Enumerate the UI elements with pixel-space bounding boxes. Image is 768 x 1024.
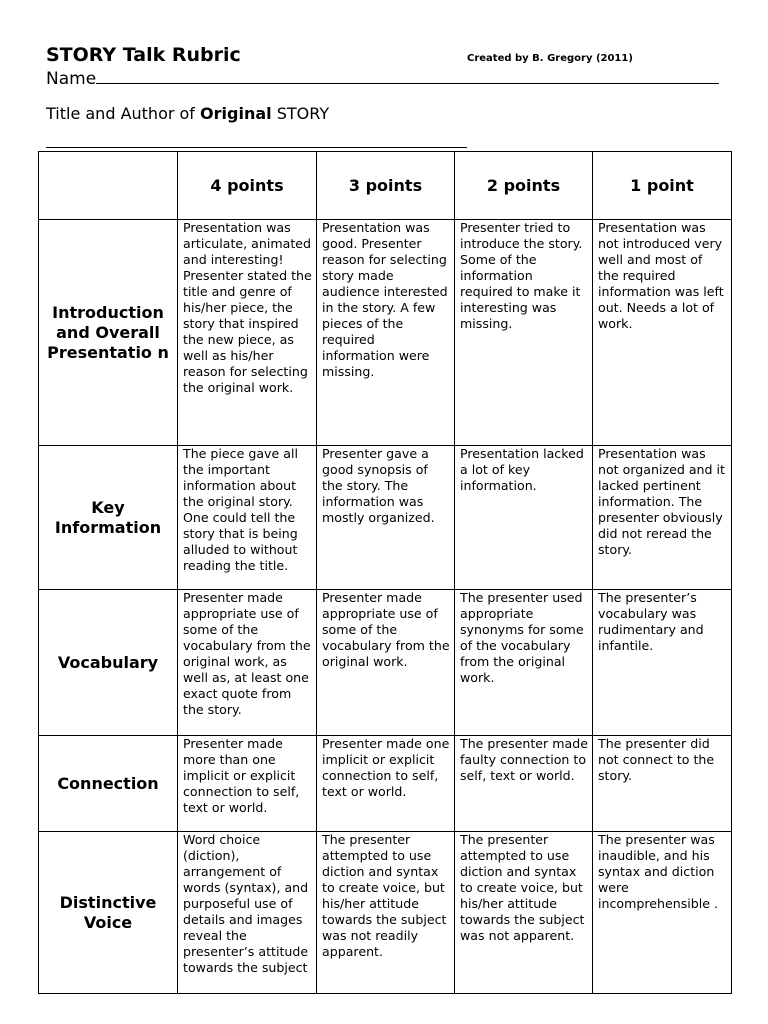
rubric-cell: Word choice (diction), arrangement of words (syntax), and purposeful use of details and images reveal the presenter’s attitude towards the subject: [178, 832, 317, 994]
header-cell-3-points: 3 points: [317, 152, 455, 220]
table-row: [39, 590, 732, 736]
rubric-cell: Presenter made appropriate use of some of the vocabulary from the original work.: [317, 590, 455, 736]
table-row: [39, 736, 732, 832]
rubric-cell: The piece gave all the important information about the original story. One could tell the story that is being alluded to without reading the title.: [178, 446, 317, 590]
rubric-cell: Presentation was articulate, animated and interesting! Presenter stated the title and genre of his/her piece, the story that inspired the new piece, as well as his/her reason for selecting the original work.: [178, 220, 317, 446]
story-title-prefix: Title and Author of: [46, 104, 201, 123]
story-title-bold: Original: [200, 104, 272, 123]
rubric-cell: Presenter gave a good synopsis of the story. The information was mostly organized.: [317, 446, 455, 590]
name-field: [46, 69, 719, 89]
rubric-cell: Presentation was good. Presenter reason for selecting story made audience interested in the story. A few pieces of the required information were missing.: [317, 220, 455, 446]
rubric-cell: Presentation was not introduced very well and most of the required information was left out. Needs a lot of work.: [593, 220, 732, 446]
story-title-blank-line: [46, 147, 467, 148]
rubric-cell: Presenter made appropriate use of some of the vocabulary from the original work, as well as, at least one exact quote from the story.: [178, 590, 317, 736]
rubric-cell: Presentation lacked a lot of key information.: [455, 446, 593, 590]
rubric-cell: Presenter made one implicit or explicit connection to self, text or world.: [317, 736, 455, 832]
credit-line: Created by B. Gregory (2011): [467, 53, 633, 64]
rubric-cell: The presenter did not connect to the story.: [593, 736, 732, 832]
rubric-cell: Presenter made more than one implicit or explicit connection to self, text or world.: [178, 736, 317, 832]
criterion-label: Key Information: [39, 446, 178, 590]
story-title-suffix: STORY: [271, 104, 330, 123]
criterion-label: Connection: [39, 736, 178, 832]
name-label: Name: [46, 69, 97, 89]
name-blank-line: [96, 69, 719, 84]
criterion-label: Vocabulary: [39, 590, 178, 736]
header-row: [39, 152, 732, 220]
rubric-cell: The presenter’s vocabulary was rudimentary and infantile.: [593, 590, 732, 736]
criterion-label: Introduction and Overall Presentatio n: [39, 220, 178, 446]
header-cell-1-point: 1 point: [593, 152, 732, 220]
story-title-field: [46, 104, 329, 123]
rubric-cell: The presenter attempted to use diction and syntax to create voice, but his/her attitude towards the subject was not apparent.: [455, 832, 593, 994]
rubric-cell: Presentation was not organized and it lacked pertinent information. The presenter obviously did not reread the story.: [593, 446, 732, 590]
rubric-cell: Presenter tried to introduce the story. Some of the information required to make it interesting was missing.: [455, 220, 593, 446]
criterion-label: Distinctive Voice: [39, 832, 178, 994]
rubric-cell: The presenter used appropriate synonyms for some of the vocabulary from the original work.: [455, 590, 593, 736]
rubric-cell: The presenter was inaudible, and his syntax and diction were incomprehensible .: [593, 832, 732, 994]
header-cell-2-points: 2 points: [455, 152, 593, 220]
header-cell-4-points: 4 points: [178, 152, 317, 220]
table-row: [39, 832, 732, 994]
table-row: [39, 220, 732, 446]
rubric-cell: The presenter made faulty connection to self, text or world.: [455, 736, 593, 832]
rubric-table: [38, 151, 732, 994]
header-cell-blank: [39, 152, 178, 220]
table-row: [39, 446, 732, 590]
rubric-cell: The presenter attempted to use diction and syntax to create voice, but his/her attitude towards the subject was not readily apparent.: [317, 832, 455, 994]
rubric-title: STORY Talk Rubric: [46, 44, 241, 66]
